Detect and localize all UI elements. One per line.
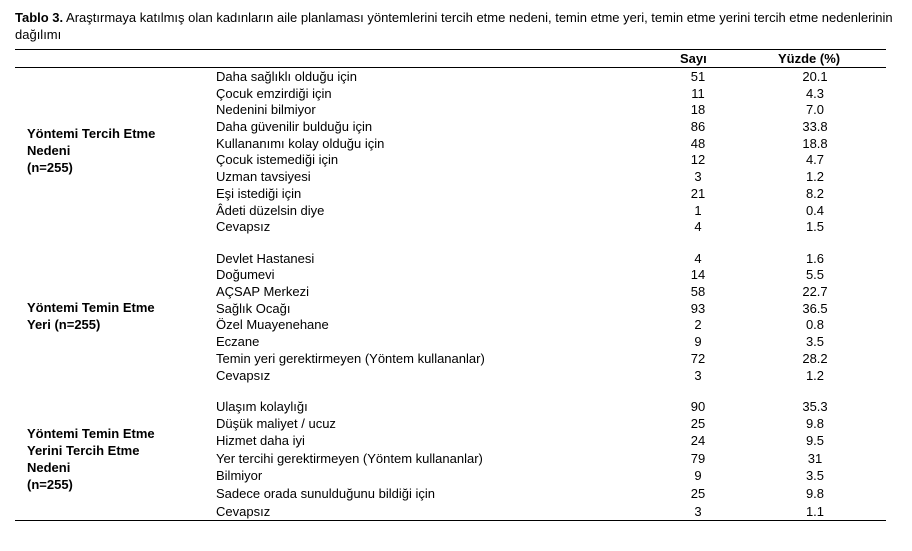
row-label: Sağlık Ocağı bbox=[216, 301, 291, 316]
table-row bbox=[0, 367, 912, 384]
table-row bbox=[0, 151, 912, 168]
row-count: 79 bbox=[690, 451, 706, 466]
group-title-line: Nedeni bbox=[27, 460, 71, 475]
row-label: Cevapsız bbox=[216, 219, 271, 234]
table-row bbox=[0, 503, 912, 520]
row-percent: 8.2 bbox=[805, 186, 825, 201]
row-percent: 7.0 bbox=[805, 102, 825, 117]
row-label: Cevapsız bbox=[216, 368, 271, 383]
table-row bbox=[0, 316, 912, 333]
row-count: 3 bbox=[694, 368, 702, 383]
table-row bbox=[0, 118, 912, 135]
table-row bbox=[0, 68, 912, 85]
table-row bbox=[0, 218, 912, 235]
row-percent: 5.5 bbox=[805, 267, 825, 282]
row-label: Bilmiyor bbox=[216, 468, 263, 483]
table-row bbox=[0, 185, 912, 202]
table-top-rule bbox=[15, 49, 886, 50]
row-percent: 0.4 bbox=[805, 203, 825, 218]
row-percent: 9.8 bbox=[805, 486, 825, 501]
row-count: 4 bbox=[694, 219, 702, 234]
row-count: 51 bbox=[690, 69, 706, 84]
row-count: 14 bbox=[690, 267, 706, 282]
row-label: Eczane bbox=[216, 334, 260, 349]
row-label: Eşi istediği için bbox=[216, 186, 302, 201]
row-count: 25 bbox=[690, 486, 706, 501]
row-label: Devlet Hastanesi bbox=[216, 251, 315, 266]
row-count: 18 bbox=[690, 102, 706, 117]
row-percent: 35.3 bbox=[802, 399, 828, 414]
row-label: Daha güvenilir bulduğu için bbox=[216, 119, 373, 134]
table-caption-label: Tablo 3. bbox=[15, 10, 64, 25]
row-percent: 3.5 bbox=[805, 334, 825, 349]
group-title-line: Yöntemi Tercih Etme bbox=[27, 126, 156, 141]
row-count: 9 bbox=[694, 334, 702, 349]
table-row bbox=[0, 101, 912, 118]
row-percent: 20.1 bbox=[802, 69, 828, 84]
table-row bbox=[0, 300, 912, 317]
row-percent: 4.7 bbox=[805, 152, 825, 167]
group-title-line: (n=255) bbox=[27, 160, 73, 175]
group-title-line: Nedeni bbox=[27, 143, 71, 158]
table-row bbox=[0, 283, 912, 300]
row-label: Düşük maliyet / ucuz bbox=[216, 416, 336, 431]
table-row bbox=[0, 250, 912, 267]
row-count: 11 bbox=[691, 86, 705, 101]
row-label: Nedenini bilmiyor bbox=[216, 102, 316, 117]
row-label: AÇSAP Merkezi bbox=[216, 284, 309, 299]
row-percent: 1.6 bbox=[805, 251, 825, 266]
row-count: 4 bbox=[694, 251, 702, 266]
row-label: Hizmet daha iyi bbox=[216, 433, 305, 448]
group-title-line: Yöntemi Temin Etme bbox=[27, 426, 155, 441]
table-caption-text: Araştırmaya katılmış olan kadınların aile planlaması yöntemlerini tercih etme nedeni, temin etme yeri, temin etme yerini tercih etme nedenlerinin dağılımı bbox=[15, 10, 893, 42]
table-row bbox=[0, 85, 912, 102]
table-row bbox=[0, 485, 912, 502]
table-row bbox=[0, 202, 912, 219]
row-label: Temin yeri gerektirmeyen (Yöntem kullananlar) bbox=[216, 351, 485, 366]
row-percent: 1.5 bbox=[805, 219, 825, 234]
row-count: 9 bbox=[694, 468, 702, 483]
row-percent: 9.5 bbox=[805, 433, 825, 448]
row-percent: 36.5 bbox=[802, 301, 828, 316]
row-percent: 18.8 bbox=[802, 136, 828, 151]
table-row bbox=[0, 415, 912, 432]
row-percent: 1.2 bbox=[805, 169, 825, 184]
table-row bbox=[0, 266, 912, 283]
row-percent: 3.5 bbox=[805, 468, 825, 483]
row-count: 58 bbox=[690, 284, 706, 299]
table-row bbox=[0, 450, 912, 467]
row-label: Yer tercihi gerektirmeyen (Yöntem kullananlar) bbox=[216, 451, 483, 466]
table-caption bbox=[15, 9, 895, 43]
row-label: Uzman tavsiyesi bbox=[216, 169, 311, 184]
row-percent: 4.3 bbox=[805, 86, 825, 101]
group-title-line: Yeri (n=255) bbox=[27, 317, 101, 332]
row-label: Sadece orada sunulduğunu bildiği için bbox=[216, 486, 435, 501]
row-label: Özel Muayenehane bbox=[216, 317, 329, 332]
table-row bbox=[0, 398, 912, 415]
row-count: 3 bbox=[694, 504, 702, 519]
row-count: 21 bbox=[690, 186, 706, 201]
row-label: Kullananımı kolay olduğu için bbox=[216, 136, 385, 151]
row-count: 90 bbox=[690, 399, 706, 414]
table-row bbox=[0, 333, 912, 350]
row-percent: 1.2 bbox=[805, 368, 825, 383]
row-percent: 9.8 bbox=[805, 416, 825, 431]
table-row bbox=[0, 432, 912, 449]
row-count: 86 bbox=[690, 119, 706, 134]
table-row bbox=[0, 135, 912, 152]
row-count: 72 bbox=[690, 351, 706, 366]
row-count: 25 bbox=[690, 416, 706, 431]
row-percent: 0.8 bbox=[805, 317, 825, 332]
row-count: 1 bbox=[694, 203, 702, 218]
group-title-line: Yerini Tercih Etme bbox=[27, 443, 140, 458]
row-count: 3 bbox=[694, 169, 702, 184]
row-percent: 31 bbox=[807, 451, 823, 466]
group-title-line: (n=255) bbox=[27, 477, 73, 492]
row-label: Daha sağlıklı olduğu için bbox=[216, 69, 357, 84]
row-label: Cevapsız bbox=[216, 504, 271, 519]
row-count: 93 bbox=[690, 301, 706, 316]
row-label: Çocuk emzirdiği için bbox=[216, 86, 332, 101]
row-count: 12 bbox=[690, 152, 706, 167]
row-count: 48 bbox=[690, 136, 706, 151]
table-row bbox=[0, 467, 912, 484]
column-header-percent: Yüzde (%) bbox=[778, 51, 841, 66]
row-label: Doğumevi bbox=[216, 267, 275, 282]
table-row bbox=[0, 350, 912, 367]
row-percent: 33.8 bbox=[802, 119, 828, 134]
row-label: Ulaşım kolaylığı bbox=[216, 399, 308, 414]
row-percent: 1.1 bbox=[805, 504, 825, 519]
row-label: Âdeti düzelsin diye bbox=[216, 203, 325, 218]
row-count: 24 bbox=[690, 433, 706, 448]
row-label: Çocuk istemediği için bbox=[216, 152, 339, 167]
table-bottom-rule bbox=[15, 520, 886, 521]
row-percent: 22.7 bbox=[802, 284, 828, 299]
row-percent: 28.2 bbox=[802, 351, 828, 366]
group-title-line: Yöntemi Temin Etme bbox=[27, 300, 155, 315]
table-row bbox=[0, 168, 912, 185]
column-header-count: Sayı bbox=[680, 51, 707, 66]
row-count: 2 bbox=[694, 317, 702, 332]
